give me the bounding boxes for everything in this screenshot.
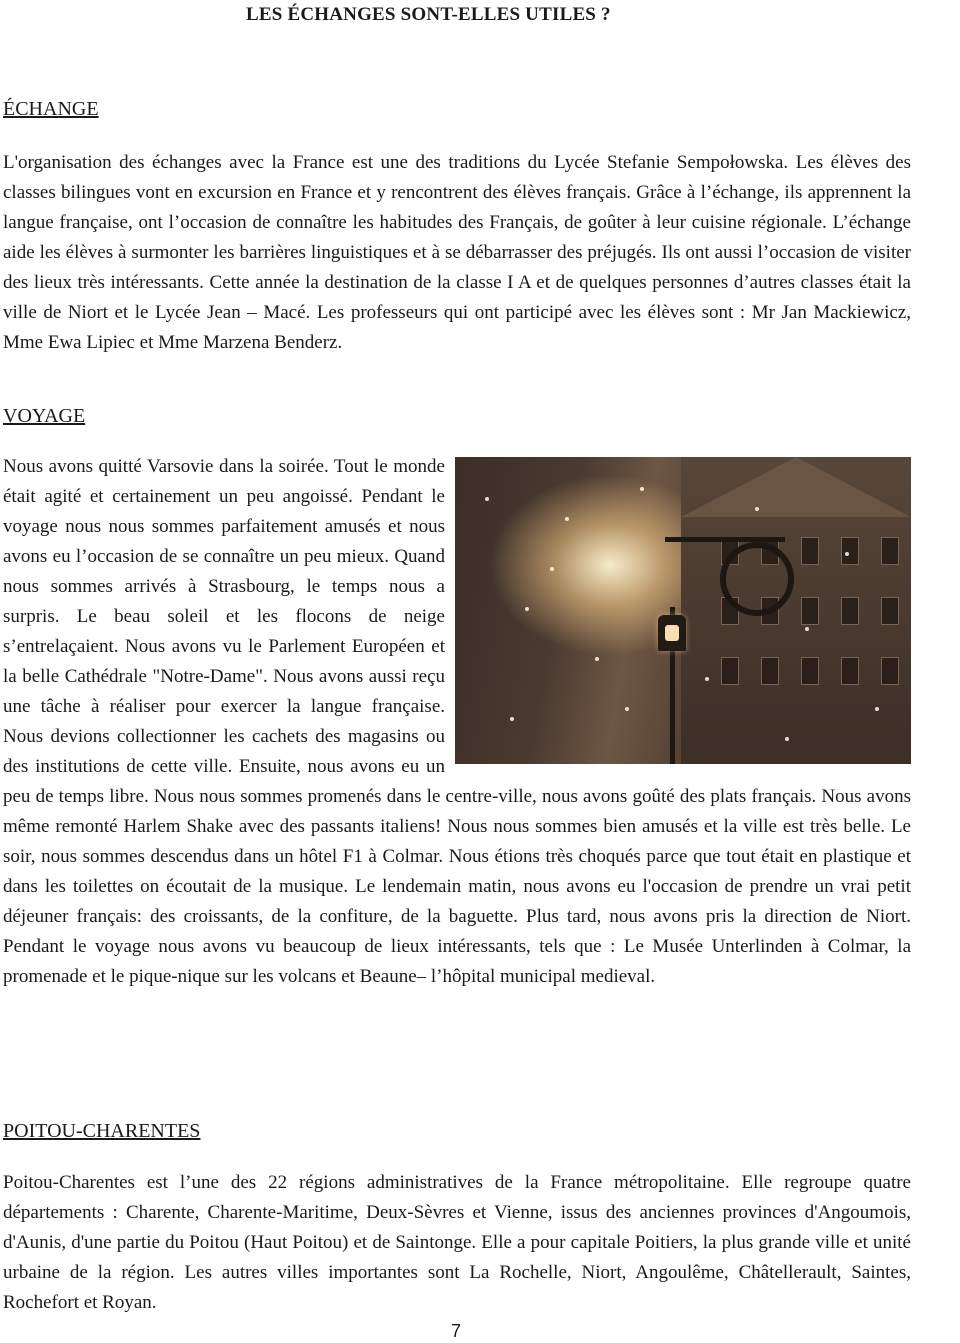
paragraph-echange: L'organisation des échanges avec la France est une des traditions du Lycée Stefanie Sempołowska. Les élèves des classes bilingues vont en excursion en France et y rencontrent des élèves français. Grâce à l’échange, ils apprennent la langue française, ont l’occasion de connaître les habitudes des Français, de goûter à leur cuisine régionale. L’échange aide les élèves à surmonter les barrières linguistiques et à se débarrasser des préjugés. Ils ont aussi l’occasion de visiter des lieux très intéressants. Cette année la destination de la classe I A et de quelques personnes d’autres classes était la ville de Niort et le Lycée Jean – Macé. Les professeurs qui ont participé avec les élèves sont : Mr Jan Mackiewicz, Mme Ewa Lipiec et Mme Marzena Benderz. xyxy=(3,152,911,353)
page-number: 7 xyxy=(451,1321,462,1341)
paragraph-poitou-charentes: Poitou-Charentes est l’une des 22 régions administratives de la France métropolitaine. Elle regroupe quatre départements : Charente, Charente-Maritime, Deux-Sèvres et Vienne, issus des anciennes provinces d'Angoumois, d'Aunis, d'une partie du Poitou (Haut Poitou) et de Saintonge. Elle a pour capitale Poitiers, la plus grande ville et unité urbaine de la région. Les autres villes importantes sont La Rochelle, Niort, Angoulême, Châtellerault, Saintes, Rochefort et Royan. xyxy=(3,1172,911,1313)
sign-bracket xyxy=(665,537,785,542)
strasbourg-snow-photo xyxy=(455,457,911,764)
section-heading-poitou-charentes: POITOU-CHARENTES xyxy=(3,1120,201,1142)
paragraph-voyage: Nous avons quitté Varsovie dans la soirée. Tout le monde était agité et certainement un peu angoissé. Pendant le voyage nous nous sommes parfaitement amusés et nous avons eu l’occasion de se connaître un peu mieux. Quand nous sommes arrivés à Strasbourg, le temps nous a surpris. Le beau soleil et les flocons de neige s’entrelaçaient. Nous avons vu le Parlement Européen et la belle Cathédrale "Notre-Dame". Nous avons aussi reçu une tâche à réaliser pour exercer la langue française. Nous devions collectionner les cachets des magasins ou des institutions de cette ville. Ensuite, nous avons eu un peu de temps libre. Nous nous sommes promenés dans le centre-ville, nous avons goûté des plats français. Nous avons même remonté Harlem Shake avec des passants italiens! Nous nous sommes bien amusés et la ville est très belle. Le soir, nous sommes descendus dans un hôtel F1 à Colmar. Nous étions très choqués parce que tout était en plastique et dans les toilettes on écoutait de la musique. Le lendemain matin, nous avons eu l'occasion de prendre un vrai petit déjeuner français: des croissants, de la confiture, de la baguette. Plus tard, nous avons pris la direction de Niort. Pendant le voyage nous avons vu beaucoup de lieux intéressants, tels que : Le Musée Unterlinden à Colmar, la promenade et le pique-nique sur les volcans et Beaune– l’hôpital municipal medieval. xyxy=(3,456,911,987)
street-lamp xyxy=(658,615,686,651)
section-heading-voyage: VOYAGE xyxy=(3,405,86,427)
photo-building xyxy=(681,457,911,764)
paragraph-voyage-container xyxy=(3,452,911,992)
section-heading-echange: ÉCHANGE xyxy=(3,98,99,120)
hanging-sign xyxy=(720,542,794,616)
page-title: LES ÉCHANGES SONT-ELLES UTILES ? xyxy=(246,4,611,25)
